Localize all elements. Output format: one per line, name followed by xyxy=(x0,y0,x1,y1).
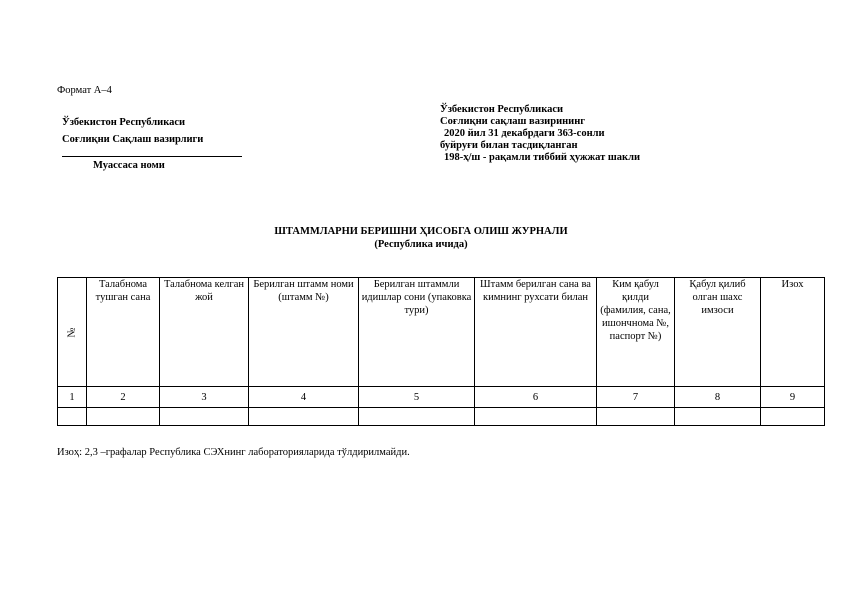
empty-cell xyxy=(597,408,675,426)
right-header-line-4: буйруғи билан тасдиқланган xyxy=(440,140,578,151)
empty-cell xyxy=(249,408,359,426)
institution-name-caption: Муассаса номи xyxy=(93,160,165,171)
journal-title-sub: (Республика ичида) xyxy=(374,239,468,250)
right-header-line-3: 2020 йил 31 декабрдаги 363-сонли xyxy=(444,128,605,139)
empty-cell xyxy=(87,408,160,426)
left-header xyxy=(62,114,203,148)
column-number: 9 xyxy=(761,387,825,408)
empty-cell xyxy=(359,408,475,426)
header-row xyxy=(58,278,825,387)
header-cell-strain-name: Берилган штамм номи (штамм №) xyxy=(249,278,359,387)
column-number: 7 xyxy=(597,387,675,408)
header-cell-request-origin: Талабнома келган жой xyxy=(160,278,249,387)
column-number: 3 xyxy=(160,387,249,408)
empty-cell xyxy=(675,408,761,426)
header-cell-number xyxy=(58,278,87,387)
empty-data-row xyxy=(58,408,825,426)
column-number: 4 xyxy=(249,387,359,408)
footnote: Изоҳ: 2,3 –графалар Республика СЭХнинг лабораторияларида тўлдирилмайди. xyxy=(57,447,410,458)
column-number: 5 xyxy=(359,387,475,408)
journal-table xyxy=(57,277,825,426)
header-cell-container-count: Берилган штаммли идишлар сони (упаковка тури) xyxy=(359,278,475,387)
header-cell-receiver: Ким қабул қилди (фамилия, сана, ишончнома №, паспорт №) xyxy=(597,278,675,387)
institution-name-line xyxy=(62,156,242,157)
journal-title-main: ШТАММЛАРНИ БЕРИШНИ ҲИСОБГА ОЛИШ ЖУРНАЛИ xyxy=(274,226,568,237)
right-header-line-5: 198-ҳ/ш - рақамли тиббий ҳужжат шакли xyxy=(444,152,641,163)
left-header-line-2: Соғлиқни Сақлаш вазирлиги xyxy=(62,134,204,145)
empty-cell xyxy=(761,408,825,426)
left-header-line-1: Ўзбекистон Республикаси xyxy=(62,117,186,128)
journal-title xyxy=(0,225,842,251)
header-cell-request-date: Талабнома тушган сана xyxy=(87,278,160,387)
header-number-label: № xyxy=(66,326,78,338)
column-number-row xyxy=(58,387,825,408)
header-cell-receiver-signature: Қабул қилиб олган шахс имзоси xyxy=(675,278,761,387)
right-header-line-2: Соғлиқни сақлаш вазирининг xyxy=(440,116,586,127)
format-label: Формат А–4 xyxy=(57,85,112,96)
header-cell-note: Изох xyxy=(761,278,825,387)
empty-cell xyxy=(160,408,249,426)
right-header xyxy=(440,104,640,164)
empty-cell xyxy=(58,408,87,426)
empty-cell xyxy=(475,408,597,426)
column-number: 6 xyxy=(475,387,597,408)
right-header-line-1: Ўзбекистон Республикаси xyxy=(440,104,564,115)
column-number: 1 xyxy=(58,387,87,408)
column-number: 8 xyxy=(675,387,761,408)
column-number: 2 xyxy=(87,387,160,408)
header-cell-issue-date-permission: Штамм берилган сана ва кимнинг рухсати билан xyxy=(475,278,597,387)
